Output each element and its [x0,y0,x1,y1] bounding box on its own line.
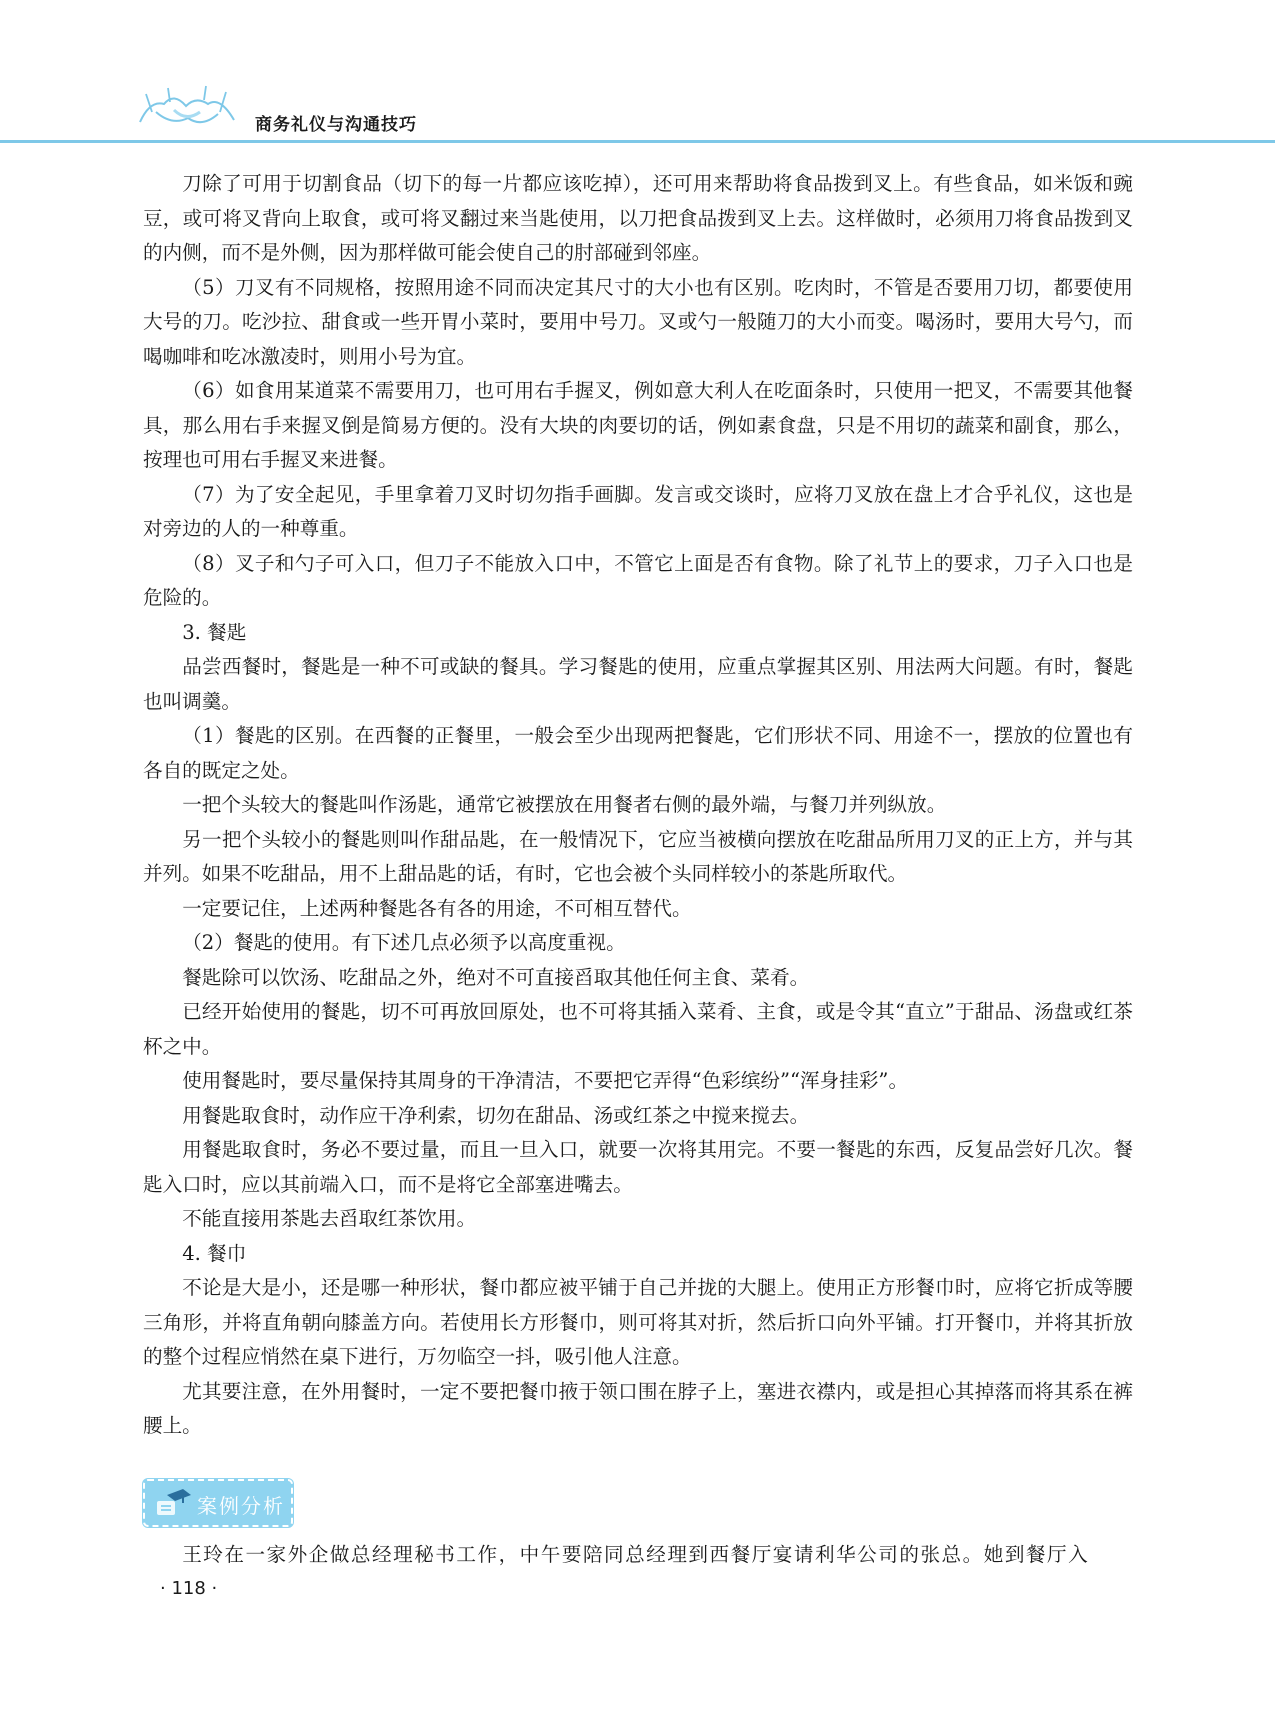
graduation-cap-icon [153,1487,193,1525]
paragraph: 不论是大是小，还是哪一种形状，餐巾都应被平铺于自己并拢的大腿上。使用正方形餐巾时，应将它折成等腰三角形，并将直角朝向膝盖方向。若使用长方形餐巾，则可将其对折，然后折口向外平铺。打开餐巾，并将其折放的整个过程应悄然在桌下进行，万勿临空一抖，吸引他人注意。 [143,1276,1133,1368]
paragraph: （6）如食用某道菜不需要用刀，也可用右手握叉，例如意大利人在吃面条时，只使用一把叉，不需要其他餐具，那么用右手来握叉倒是简易方便的。没有大块的肉要切的话，例如素食盘，只是不用切的蔬菜和副食，那么，按理也可用右手握叉来进餐。 [143,379,1133,471]
paragraph: （5）刀叉有不同规格，按照用途不同而决定其尺寸的大小也有区别。吃肉时，不管是否要用刀切，都要使用大号的刀。吃沙拉、甜食或一些开胃小菜时，要用中号刀。叉或勺一般随刀的大小而变。喝汤时，要用大号勺，而喝咖啡和吃冰激凌时，则用小号为宜。 [143,275,1133,368]
paragraph: 已经开始使用的餐匙，切不可再放回原处，也不可将其插入菜肴、主食，或是令其“直立”于甜品、汤盘或红茶杯之中。 [143,1000,1133,1058]
paragraph: 用餐匙取食时，动作应干净利索，切勿在甜品、汤或红茶之中搅来搅去。 [182,1103,810,1127]
paragraph: 不能直接用茶匙去舀取红茶饮用。 [182,1207,477,1230]
paragraph: 一把个头较大的餐匙叫作汤匙，通常它被摆放在用餐者右侧的最外端，与餐刀并列纵放。 [182,793,947,816]
paragraph: （2）餐匙的使用。有下述几点必须予以高度重视。 [182,931,626,954]
paragraph: 另一把个头较小的餐匙则叫作甜品匙，在一般情况下，它应当被横向摆放在吃甜品所用刀叉的正上方，并与其并列。如果不吃甜品，用不上甜品匙的话，有时，它也会被个头同样较小的茶匙所取代。 [143,827,1133,885]
paragraph: 尤其要注意，在外用餐时，一定不要把餐巾掖于领口围在脖子上，塞进衣襟内，或是担心其掉落而将其系在裤腰上。 [143,1379,1133,1437]
handshake-logo-icon [138,82,238,138]
paragraph: （8）叉子和勺子可入口，但刀子不能放入口中，不管它上面是否有食物。除了礼节上的要求，刀子入口也是危险的。 [143,551,1133,609]
case-paragraph: 王玲在一家外企做总经理秘书工作，中午要陪同总经理到西餐厅宴请利华公司的张总。她到餐厅入 [182,1543,1090,1566]
paragraph: 品尝西餐时，餐匙是一种不可或缺的餐具。学习餐匙的使用，应重点掌握其区别、用法两大问题。有时，餐匙也叫调羹。 [143,655,1133,713]
main-text [143,167,1133,1444]
page-number: · 118 · [160,1578,218,1599]
paragraph: 餐匙除可以饮汤、吃甜品之外，绝对不可直接舀取其他任何主食、菜肴。 [182,965,810,989]
section-heading: 3. 餐匙 [182,620,247,644]
header-rule [0,140,1275,143]
paragraph: 一定要记住，上述两种餐匙各有各的用途，不可相互替代。 [182,896,692,920]
section-heading: 4. 餐巾 [182,1241,247,1265]
case-analysis-label: 案例分析 [197,1494,285,1518]
book-title: 商务礼仪与沟通技巧 [255,115,417,135]
paragraph: 刀除了可用于切割食品（切下的每一片都应该吃掉），还可用来帮助将食品拨到叉上。有些食品，如米饭和豌豆，或可将叉背向上取食，或可将叉翻过来当匙使用，以刀把食品拨到叉上去。这样做时，必须用刀将食品拨到叉的内侧，而不是外侧，因为那样做可能会使自己的肘部碰到邻座。 [143,172,1133,264]
paragraph: （7）为了安全起见，手里拿着刀叉时切勿指手画脚。发言或交谈时，应将刀叉放在盘上才合乎礼仪，这也是对旁边的人的一种尊重。 [143,482,1133,540]
paragraph: 用餐匙取食时，务必不要过量，而且一旦入口，就要一次将其用完。不要一餐匙的东西，反复品尝好几次。餐匙入口时，应以其前端入口，而不是将它全部塞进嘴去。 [143,1138,1133,1196]
page-header [0,0,1275,150]
paragraph: （1）餐匙的区别。在西餐的正餐里，一般会至少出现两把餐匙，它们形状不同、用途不一，摆放的位置也有各自的既定之处。 [143,724,1133,782]
case-analysis-badge [143,1479,293,1527]
paragraph: 使用餐匙时，要尽量保持其周身的干净清洁，不要把它弄得“色彩缤纷”“浑身挂彩”。 [182,1069,909,1092]
